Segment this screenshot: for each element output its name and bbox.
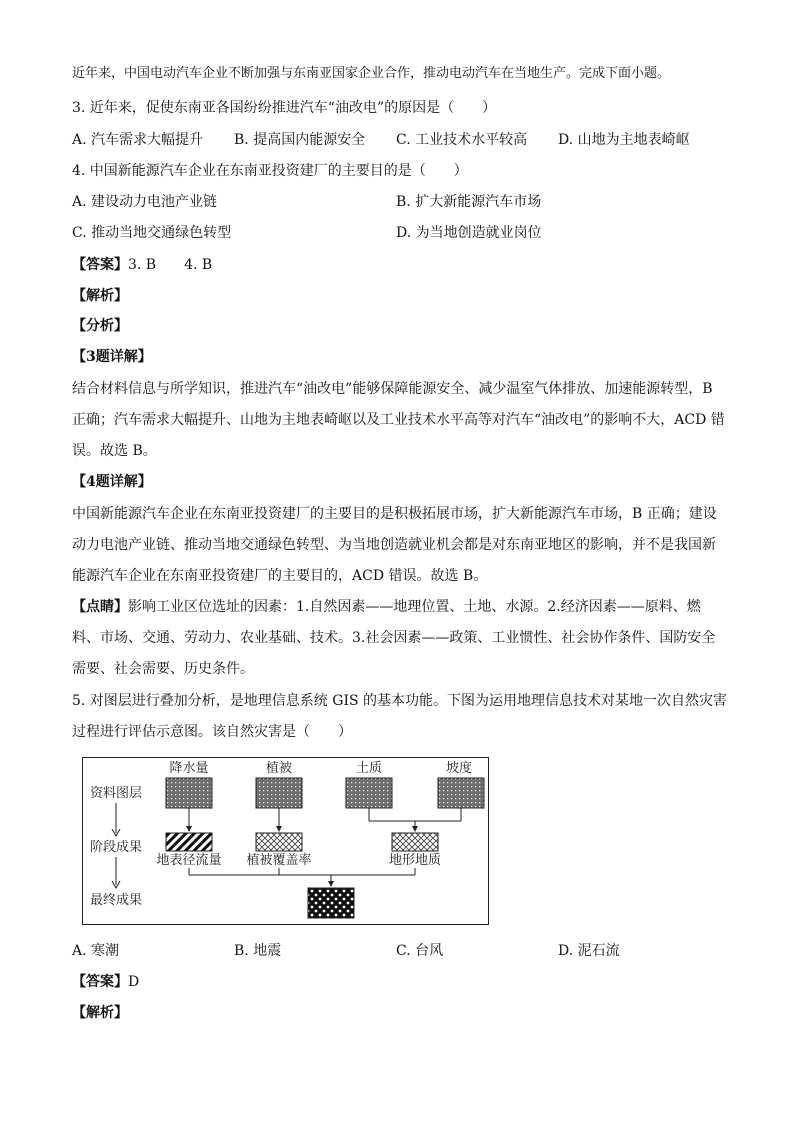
fenxi-heading: 【分析】 — [72, 318, 128, 334]
q4-option-d: D. 为当地创造就业岗位 — [396, 225, 542, 241]
row-label-data-layer: 资料图层 — [90, 786, 143, 801]
stage-label-vegetation-cover: 植被覆盖率 — [246, 853, 312, 868]
detail4-line: 能源汽车企业在东南亚投资建厂的主要目的，ACD 错误。故选 B。 — [72, 568, 488, 584]
q5-option-a: A. 寒潮 — [72, 943, 120, 959]
q4-option-a: A. 建设动力电池产业链 — [72, 194, 218, 210]
detail3-heading: 【3题详解】 — [72, 349, 152, 365]
answer-3-4 — [72, 255, 212, 275]
layer-box-soil — [346, 778, 392, 808]
q5-option-c: C. 台风 — [396, 943, 444, 959]
layer-label-vegetation: 植被 — [265, 761, 293, 776]
dianjing-line — [72, 597, 701, 617]
q5-option-b: B. 地震 — [234, 943, 282, 959]
answer-value: 3. B 4. B — [128, 257, 213, 273]
jiexi-heading: 【解析】 — [72, 1005, 128, 1021]
detail4-heading: 【4题详解】 — [72, 474, 152, 490]
layer-label-precipitation: 降水量 — [169, 761, 209, 776]
q4-stem: 4. 中国新能源汽车企业在东南亚投资建厂的主要目的是（ ） — [72, 163, 468, 179]
dianjing-text: 影响工业区位选址的因素：1.自然因素——地理位置、土地、水源。2.经济因素——原料、燃 — [128, 599, 701, 615]
q3-option-c: C. 工业技术水平较高 — [396, 132, 528, 148]
q5-stem: 5. 对图层进行叠加分析，是地理信息系统 GIS 的基本功能。下图为运用地理信息技术对某地一次自然灾害 — [72, 693, 728, 709]
layer-label-soil: 土质 — [355, 761, 383, 776]
stage-label-terrain-geology: 地形地质 — [388, 853, 442, 868]
stage-box-vegetation-cover — [256, 833, 302, 851]
detail3-line: 结合材料信息与所学知识，推进汽车“油改电”能够保障能源安全、减少温室气体排放、加速能源转型，B — [72, 381, 713, 397]
q5-option-d: D. 泥石流 — [558, 943, 620, 959]
layer-box-precipitation — [166, 778, 212, 808]
q3-option-d: D. 山地为主地表崎岖 — [558, 132, 690, 148]
dianjing-line: 料、市场、交通、劳动力、农业基础、技术。3.社会因素——政策、工业惯性、社会协作条件、国防安全 — [72, 630, 716, 646]
answer-label: 【答案】 — [72, 974, 128, 990]
q4-option-b: B. 扩大新能源汽车市场 — [396, 194, 542, 210]
dianjing-label: 【点睛】 — [72, 599, 128, 615]
intro-text: 近年来，中国电动汽车企业不断加强与东南亚国家企业合作，推动电动汽车在当地生产。完成下面小题。 — [72, 66, 671, 81]
q4-option-c: C. 推动当地交通绿色转型 — [72, 225, 232, 241]
gis-overlay-diagram — [82, 757, 490, 927]
stage-box-terrain-geology — [392, 833, 438, 851]
layer-box-vegetation — [256, 778, 302, 808]
detail3-line: 误。故选 B。 — [72, 443, 157, 459]
layer-label-slope: 坡度 — [445, 761, 473, 776]
detail4-line: 中国新能源汽车企业在东南亚投资建厂的主要目的是积极拓展市场，扩大新能源汽车市场，B 正确；建设 — [72, 506, 717, 522]
q5-stem: 过程进行评估示意图。该自然灾害是（ ） — [72, 724, 352, 740]
q3-stem: 3. 近年来，促使东南亚各国纷纷推进汽车“油改电”的原因是（ ） — [72, 100, 497, 116]
layer-box-slope — [438, 778, 484, 808]
jiexi-heading: 【解析】 — [72, 288, 128, 304]
final-result-box — [308, 888, 354, 918]
detail4-line: 动力电池产业链、推动当地交通绿色转型、为当地创造就业机会都是对东南亚地区的影响，并不是我国新 — [72, 537, 716, 553]
answer-value: D — [128, 974, 140, 990]
q3-option-b: B. 提高国内能源安全 — [234, 132, 366, 148]
stage-label-runoff: 地表径流量 — [156, 853, 222, 868]
row-label-final-result: 最终成果 — [90, 893, 143, 908]
q3-option-a: A. 汽车需求大幅提升 — [72, 132, 204, 148]
stage-box-runoff — [166, 833, 212, 851]
answer-5 — [72, 972, 139, 992]
detail3-line: 正确；汽车需求大幅提升、山地为主地表崎岖以及工业技术水平高等对汽车“油改电”的影响不大，ACD 错 — [72, 412, 725, 428]
answer-label: 【答案】 — [72, 257, 128, 273]
row-label-stage-result: 阶段成果 — [90, 840, 143, 855]
dianjing-line: 需要、社会需要、历史条件。 — [72, 661, 254, 677]
